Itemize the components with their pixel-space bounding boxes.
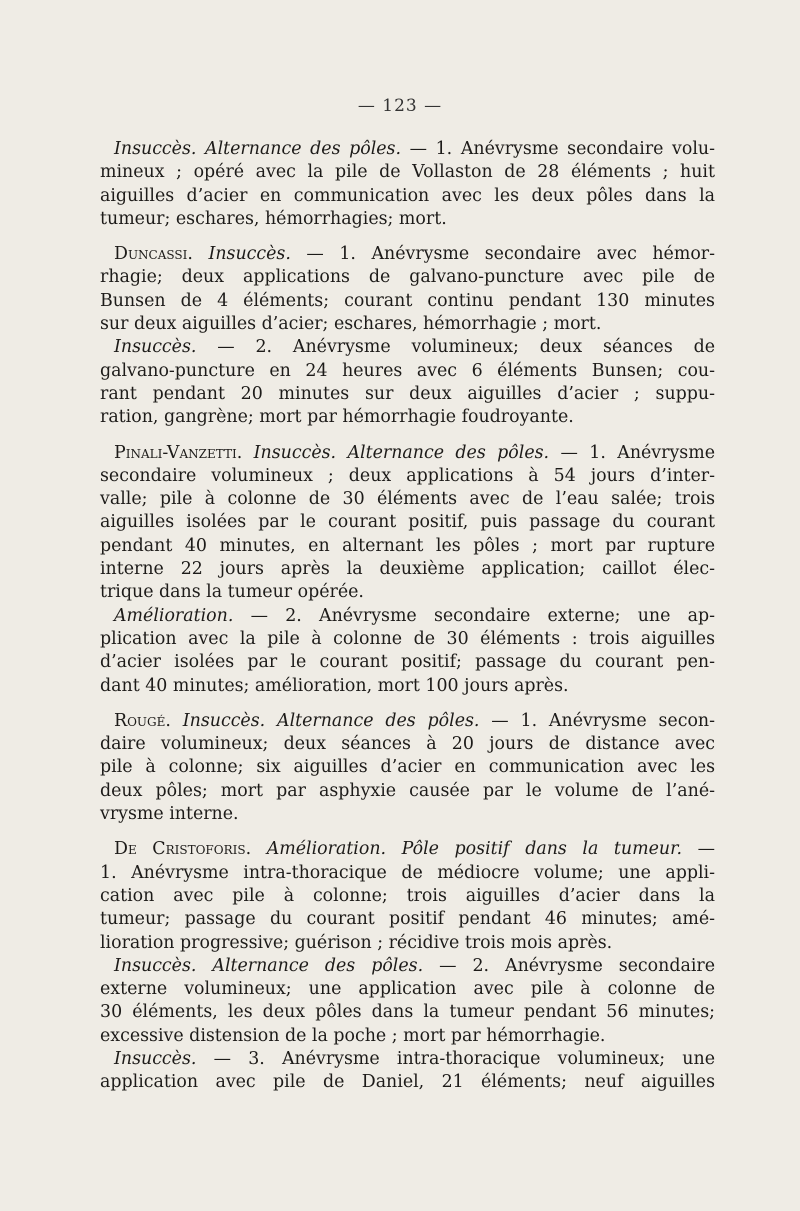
line-text: rant pendant 20 minutes sur deux aiguilles d’acier ; suppu- [100,383,715,404]
text-line [100,465,715,488]
line-text: galvano-puncture en 24 heures avec 6 éléments Bunsen; cou- [100,360,715,381]
author-name: De Cristoforis. [114,839,252,860]
text-line [100,978,715,1001]
line-text: mineux ; opéré avec la pile de Vollaston de 28 éléments ; huit [100,162,715,183]
text-line [100,185,715,208]
line-text: deux pôles; mort par asphyxie causée par le volume de l’ané- [100,780,715,801]
case-entry [100,838,715,1094]
line-text: excessive distension de la poche ; mort par hémorrhagie. [100,1025,606,1046]
text-line [100,838,715,861]
line-text: pile à colonne; six aiguilles d’acier en communication avec les [100,757,715,778]
line-text: vrysme interne. [100,804,239,825]
result-label: Insuccès. Alternance des pôles. [242,442,550,463]
line-text: sur deux aiguilles d’acier; eschares, hémorrhagie ; mort. [100,314,602,335]
text-line [100,710,715,733]
text-line [100,581,715,604]
text-line [100,336,715,359]
line-text: externe volumineux; une application avec pile à colonne de [100,979,715,1000]
line-text: tumeur; eschares, hémorrhagies; mort. [100,208,447,229]
case-entry [100,710,715,826]
text-line [100,535,715,558]
text-line [100,862,715,885]
text-line [100,1071,715,1094]
text-line [100,733,715,756]
text-line [100,208,715,231]
text-line [100,651,715,674]
line-text: rhagie; deux applications de galvano-puncture avec pile de [100,267,715,288]
text-line [100,675,715,698]
line-text: dant 40 minutes; amélioration, mort 100 jours après. [100,675,569,696]
result-label: Insuccès. Alternance des pôles. [114,955,424,976]
line-text: 1. Anévrysme intra-thoracique de médiocre volume; une appli- [100,862,715,883]
line-text: — 2. Anévrysme secondaire [423,955,715,976]
line-text: — 2. Anévrysme secondaire externe; une ap- [233,605,715,626]
text-line [100,885,715,908]
line-text: ration, gangrène; mort par hémorrhagie foudroyante. [100,407,574,428]
text-line [100,628,715,651]
text-line [100,161,715,184]
line-text: cation avec pile à colonne; trois aiguilles d’acier dans la [100,885,715,906]
text-line [100,406,715,429]
text-line [100,138,715,161]
line-text: d’acier isolées par le courant positif; passage du courant pen- [100,652,715,673]
line-text: valle; pile à colonne de 30 éléments avec de l’eau salée; trois [100,489,715,510]
result-label: Amélioration. [114,605,234,626]
line-text: — 3. Anévrysme intra-thoracique volumineux; une [196,1048,715,1069]
line-text: interne 22 jours après la deuxième application; caillot élec- [100,559,715,580]
text-line [100,290,715,313]
line-text: — 1. Anévrysme secondaire volu- [401,139,715,159]
text-line [100,932,715,955]
line-text: pendant 40 minutes, en alternant les pôles ; mort par rupture [100,535,715,556]
text-line [100,511,715,534]
result-label: Insuccès. [114,1048,197,1069]
result-label: Insuccès. [114,337,197,358]
line-text: plication avec la pile à colonne de 30 éléments : trois aiguilles [100,628,715,649]
line-text: lioration progressive; guérison ; récidive trois mois après. [100,932,613,953]
case-entry [100,243,715,429]
line-text: — 2. Anévrysme volumineux; deux séances de [196,337,715,358]
text-line [100,756,715,779]
line-text: daire volumineux; deux séances à 20 jours de distance avec [100,734,715,755]
text-line [100,488,715,511]
line-text: trique dans la tumeur opérée. [100,582,364,603]
text-line [100,243,715,266]
text-line [100,1048,715,1071]
page-number: — 123 — [357,96,443,116]
line-text: application avec pile de Daniel, 21 éléments; neuf aiguilles [100,1072,715,1093]
author-name: Pinali-Vanzetti. [114,442,243,463]
result-label: Insuccès. Alternance des pôles. [170,710,480,731]
text-line [100,605,715,628]
line-text: Bunsen de 4 éléments; courant continu pendant 130 minutes [100,290,715,311]
line-text: aiguilles d’acier en communication avec les deux pôles dans la [100,185,715,206]
text-line [100,803,715,826]
result-label: Insuccès. Alternance des pôles. [114,139,402,159]
text-line [100,313,715,336]
result-label: Insuccès. [192,244,291,265]
line-text: — [682,839,715,860]
line-text: — 1. Anévrysme secon- [479,710,715,731]
line-text: secondaire volumineux ; deux applications à 54 jours d’inter- [100,465,715,486]
text-line [100,1025,715,1048]
text-line [100,383,715,406]
case-entry [100,138,715,231]
line-text: tumeur; passage du courant positif pendant 46 minutes; amé- [100,909,715,930]
case-entry [100,442,715,698]
text-line [100,1001,715,1024]
text-line [100,360,715,383]
text-line [100,558,715,581]
text-line [100,442,715,465]
text-line [100,266,715,289]
page-text [100,138,715,1107]
text-line [100,908,715,931]
text-line [100,955,715,978]
text-line [100,780,715,803]
author-name: Rougé. [114,710,171,731]
author-name: Duncassi. [114,244,193,265]
line-text: — 1. Anévrysme secondaire avec hémor- [290,244,715,265]
line-text: aiguilles isolées par le courant positif, puis passage du courant [100,512,715,533]
line-text: — 1. Anévrysme [549,442,715,463]
line-text: 30 éléments, les deux pôles dans la tumeur pendant 56 minutes; [100,1002,715,1023]
result-label: Amélioration. Pôle positif dans la tumeur. [251,839,683,860]
